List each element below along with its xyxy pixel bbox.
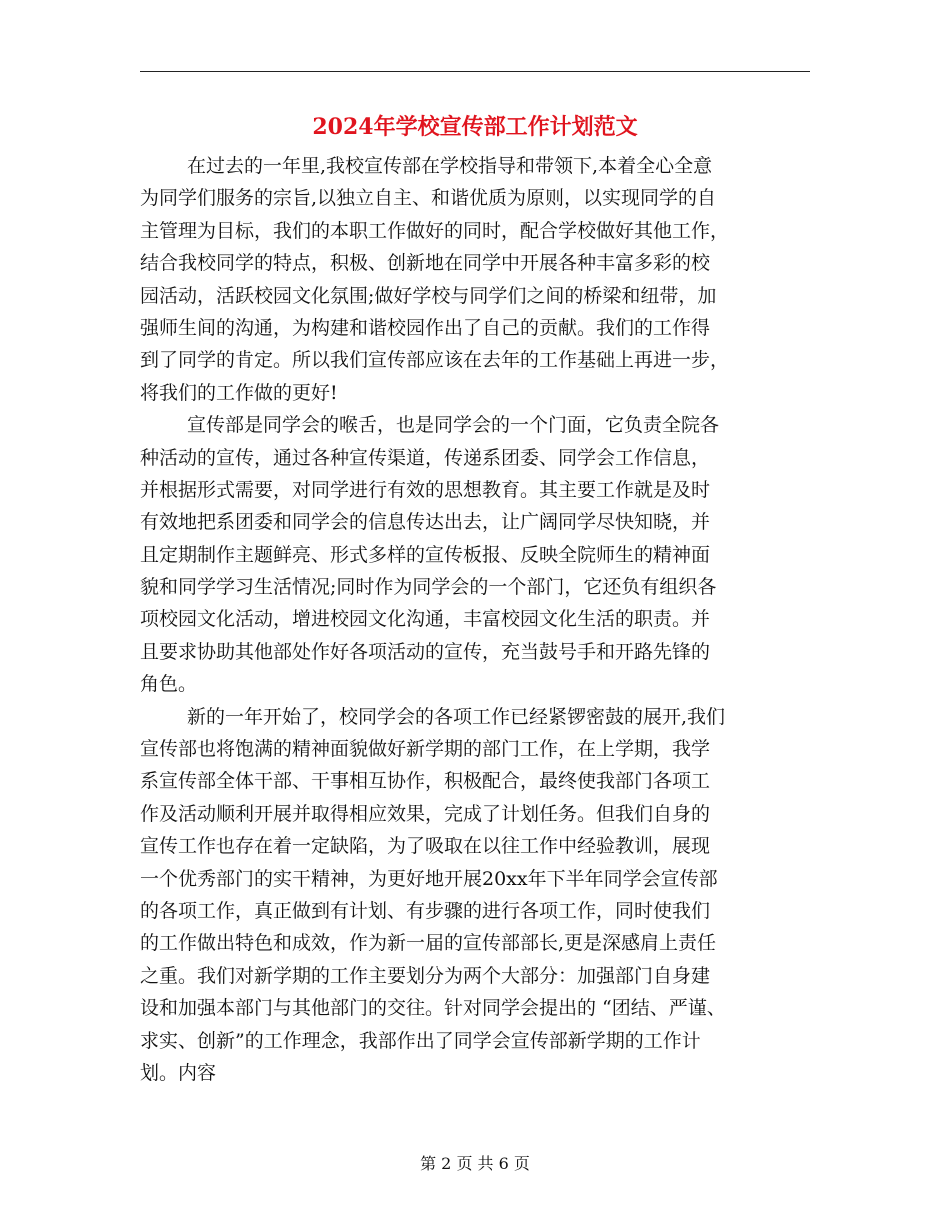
text-line: 宣传工作也存在着一定缺陷，为了吸取在以往工作中经验教训，展现 xyxy=(140,835,711,858)
text-line: 设和加强本部门与其他部门的交往。针对同学会提出的 “团结、严谨、 xyxy=(140,997,726,1020)
paragraph-2 xyxy=(140,409,810,701)
text-line: 种活动的宣传，通过各种宣传渠道，传递系团委、同学会工作信息， xyxy=(140,446,711,469)
text-line: 为同学们服务的宗旨,以独立自主、和谐优质为原则，以实现同学的自 xyxy=(140,187,717,210)
text-line: 到了同学的肯定。所以我们宣传部应该在去年的工作基础上再进一步， xyxy=(140,349,730,372)
paragraph-3 xyxy=(140,701,810,1090)
document-body xyxy=(140,150,810,1089)
text-line: 作及活动顺利开展并取得相应效果，完成了计划任务。但我们自身的 xyxy=(140,802,711,825)
text-line: 主管理为目标，我们的本职工作做好的同时，配合学校做好其他工作， xyxy=(140,219,730,242)
text-line: 宣传部是同学会的喉舌，也是同学会的一个门面，它负责全院各 xyxy=(187,414,720,437)
text-line: 之重。我们对新学期的工作主要划分为两个大部分：加强部门自身建 xyxy=(140,964,711,987)
text-line: 园活动，活跃校园文化氛围;做好学校与同学们之间的桥梁和纽带，加 xyxy=(140,284,717,307)
text-line: 角色。 xyxy=(140,673,198,696)
text-line: 有效地把系团委和同学会的信息传达出去，让广阔同学尽快知晓，并 xyxy=(140,511,711,534)
text-line: 一个优秀部门的实干精神，为更好地开展20xx年下半年同学会宣传部 xyxy=(140,867,718,890)
text-line: 项校园文化活动，增进校园文化沟通，丰富校园文化生活的职责。并 xyxy=(140,608,711,631)
text-line: 新的一年开始了，校同学会的各项工作已经紧锣密鼓的展开,我们 xyxy=(187,705,726,728)
header-rule xyxy=(140,71,810,72)
text-line: 并根据形式需要，对同学进行有效的思想教育。其主要工作就是及时 xyxy=(140,478,711,501)
text-line: 系宣传部全体干部、干事相互协作，积极配合，最终使我部门各项工 xyxy=(140,770,711,793)
text-line: 的工作做出特色和成效，作为新一届的宣传部部长,更是深感肩上责任 xyxy=(140,932,717,955)
text-line: 且定期制作主题鲜亮、形式多样的宣传板报、反映全院师生的精神面 xyxy=(140,543,711,566)
text-line: 求实、创新”的工作理念，我部作出了同学会宣传部新学期的工作计 xyxy=(140,1029,701,1052)
text-line: 结合我校同学的特点，积极、创新地在同学中开展各种丰富多彩的校 xyxy=(140,252,711,275)
text-line: 宣传部也将饱满的精神面貌做好新学期的部门工作，在上学期，我学 xyxy=(140,738,711,761)
text-line: 将我们的工作做的更好! xyxy=(140,381,338,404)
text-line: 划。内容 xyxy=(140,1061,217,1084)
text-line: 貌和同学学习生活情况;同时作为同学会的一个部门，它还负有组织各 xyxy=(140,576,717,599)
text-line: 强师生间的沟通，为构建和谐校园作出了自己的贡献。我们的工作得 xyxy=(140,316,711,339)
text-line: 在过去的一年里,我校宣传部在学校指导和带领下,本着全心全意 xyxy=(187,155,713,177)
paragraph-1 xyxy=(140,150,810,409)
document-title: 2024年学校宣传部工作计划范文 xyxy=(312,114,638,140)
text-line: 且要求协助其他部处作好各项活动的宣传，充当鼓号手和开路先锋的 xyxy=(140,640,711,663)
page-number-footer: 第 2 页 共 6 页 xyxy=(420,1154,530,1173)
text-line: 的各项工作，真正做到有计划、有步骤的进行各项工作，同时使我们 xyxy=(140,899,711,922)
